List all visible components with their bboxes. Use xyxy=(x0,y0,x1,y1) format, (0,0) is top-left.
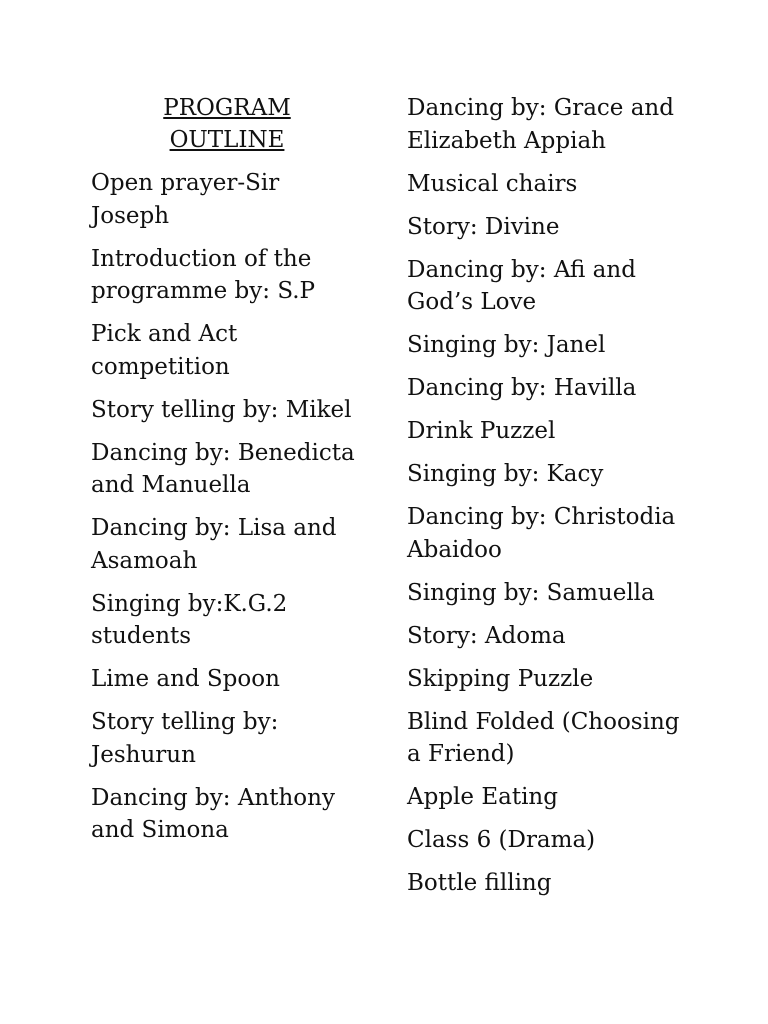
program-item: Singing by:K.G.2 students xyxy=(91,590,288,649)
program-item: Pick and Act competition xyxy=(91,321,238,380)
program-item: Singing by: Janel xyxy=(407,332,606,358)
program-item: Introduction of the programme by: S.P xyxy=(91,245,316,304)
program-item: Drink Puzzel xyxy=(407,418,556,444)
program-outline-title xyxy=(91,92,363,156)
program-item: Skipping Puzzle xyxy=(407,665,594,692)
program-item: Apple Eating xyxy=(407,784,558,810)
program-item: Class 6 (Drama) xyxy=(407,827,596,853)
program-item: Dancing by: Christodia Abaidoo xyxy=(407,504,676,563)
program-item: Story telling by: Mikel xyxy=(91,396,352,423)
program-item: Dancing by: Benedicta and Manuella xyxy=(91,439,355,498)
program-item: Story telling by: Jeshurun xyxy=(91,709,279,768)
program-item: Story: Divine xyxy=(407,213,560,240)
program-item: Dancing by: Afi and God’s Love xyxy=(407,256,636,315)
program-item: Blind Folded (Choosing a Friend) xyxy=(407,708,680,767)
right-column xyxy=(407,92,697,910)
program-item: Musical chairs xyxy=(407,170,578,197)
program-item: Open prayer-Sir Joseph xyxy=(91,170,280,229)
title-line-2: OUTLINE xyxy=(169,127,285,153)
program-item: Dancing by: Lisa and Asamoah xyxy=(91,515,337,574)
program-item: Singing by: Samuella xyxy=(407,579,655,606)
program-item: Lime and Spoon xyxy=(91,666,280,692)
program-item: Dancing by: Anthony and Simona xyxy=(91,784,335,843)
program-item: Story: Adoma xyxy=(407,622,566,649)
program-item: Bottle filling xyxy=(407,870,552,896)
program-item: Dancing by: Grace and Elizabeth Appiah xyxy=(407,95,674,154)
program-item: Dancing by: Havilla xyxy=(407,375,637,401)
left-column xyxy=(91,92,363,857)
program-item: Singing by: Kacy xyxy=(407,461,604,487)
title-line-1: PROGRAM xyxy=(163,95,291,121)
